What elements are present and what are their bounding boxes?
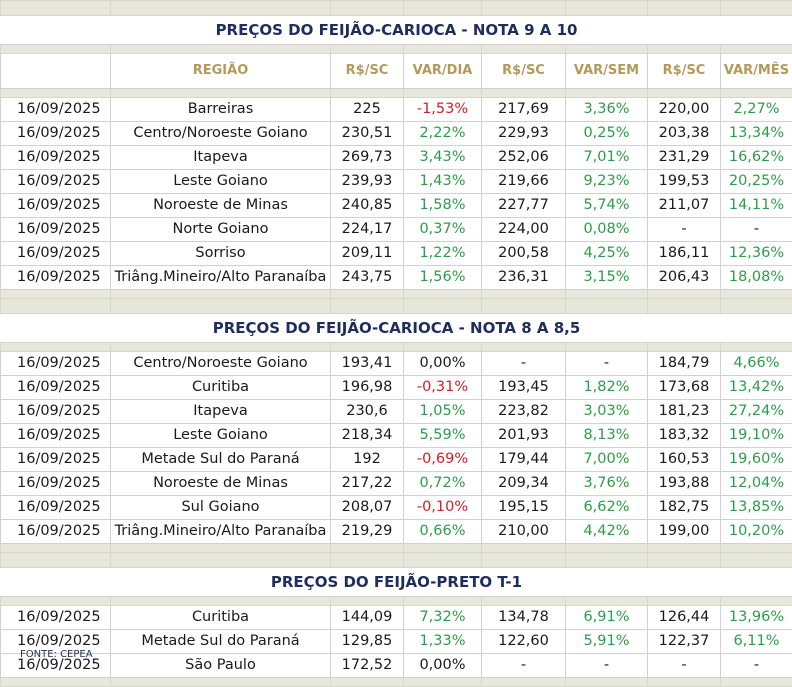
var-week-cell: 3,36% [566,98,648,122]
price-day-cell: 240,85 [331,194,404,218]
spacer-cell [404,1,482,16]
table-row [1,400,792,424]
price-month-cell: 206,43 [648,266,721,290]
var-month-cell: 14,11% [721,194,792,218]
region-cell: Triâng.Mineiro/Alto Paranaíba [111,266,331,290]
price-month-cell: 126,44 [648,606,721,630]
spacer-cell [648,343,721,352]
table-row [1,424,792,448]
var-day-cell: 1,05% [404,400,482,424]
spacer-cell [566,544,648,553]
spacer-cell [648,290,721,299]
price-week-cell: 224,00 [482,218,566,242]
region-cell: Norte Goiano [111,218,331,242]
price-week-cell: - [482,352,566,376]
var-month-cell: 13,42% [721,376,792,400]
price-month-cell: 193,88 [648,472,721,496]
price-month-cell: 186,11 [648,242,721,266]
var-month-cell: 12,04% [721,472,792,496]
price-month-cell: 199,00 [648,520,721,544]
price-week-cell: 236,31 [482,266,566,290]
region-cell: Itapeva [111,400,331,424]
price-month-cell: 183,32 [648,424,721,448]
spacer-cell [566,343,648,352]
price-week-cell: - [482,654,566,678]
price-month-cell: 211,07 [648,194,721,218]
var-week-cell: 6,91% [566,606,648,630]
spacer-cell [482,678,566,687]
spacer-cell [331,1,404,16]
spacer-cell [111,1,331,16]
table-row [1,194,792,218]
date-cell: 16/09/2025 [1,496,111,520]
table-row [1,146,792,170]
source-footer: FONTE: CEPEA [20,649,93,660]
spacer-cell [111,290,331,299]
price-day-cell: 219,29 [331,520,404,544]
header-row [1,54,792,89]
spacer-cell [331,299,404,314]
spacer-cell [566,299,648,314]
var-day-cell: 3,43% [404,146,482,170]
spacer-cell [721,89,792,98]
spacer-cell [111,299,331,314]
price-month-cell: 160,53 [648,448,721,472]
spacer-cell [721,678,792,687]
region-cell: Metade Sul do Paraná [111,630,331,654]
table-row [1,496,792,520]
var-week-cell: 5,74% [566,194,648,218]
price-month-cell: - [648,218,721,242]
price-week-cell: 229,93 [482,122,566,146]
region-cell: Noroeste de Minas [111,472,331,496]
table-row [1,472,792,496]
var-day-cell: -0,10% [404,496,482,520]
price-day-cell: 243,75 [331,266,404,290]
price-month-cell: 220,00 [648,98,721,122]
table-row [1,654,792,678]
spacer-cell [482,597,566,606]
var-day-cell: 1,22% [404,242,482,266]
table-row [1,352,792,376]
spacer-cell [1,544,111,553]
section-title: PREÇOS DO FEIJÃO-CARIOCA - NOTA 9 A 10 [1,16,792,45]
spacer-cell [566,553,648,568]
region-cell: Sul Goiano [111,496,331,520]
spacer-cell [648,597,721,606]
table-row [1,98,792,122]
var-week-cell: 6,62% [566,496,648,520]
region-cell: Triâng.Mineiro/Alto Paranaíba [111,520,331,544]
spacer-cell [648,89,721,98]
spacer-cell [1,597,111,606]
table-row [1,520,792,544]
spacer-cell [404,299,482,314]
date-cell: 16/09/2025 [1,218,111,242]
spacer-cell [404,597,482,606]
price-day-cell: 218,34 [331,424,404,448]
price-month-cell: 203,38 [648,122,721,146]
region-cell: Metade Sul do Paraná [111,448,331,472]
header-blank [1,54,111,89]
price-day-cell: 217,22 [331,472,404,496]
spacer-cell [111,343,331,352]
region-cell: Barreiras [111,98,331,122]
var-month-cell: 20,25% [721,170,792,194]
spacer-cell [648,45,721,54]
region-cell: Curitiba [111,376,331,400]
spacer-cell [331,45,404,54]
spacer-cell [111,89,331,98]
spacer-cell [482,553,566,568]
spacer-cell [404,544,482,553]
spacer-cell [1,343,111,352]
spacer-cell [331,290,404,299]
var-month-cell: 19,60% [721,448,792,472]
date-cell: 16/09/2025 [1,606,111,630]
date-cell: 16/09/2025 [1,98,111,122]
spacer-cell [566,89,648,98]
price-week-cell: 219,66 [482,170,566,194]
var-day-cell: 1,58% [404,194,482,218]
var-month-cell: - [721,654,792,678]
price-month-cell: 181,23 [648,400,721,424]
var-month-cell: 10,20% [721,520,792,544]
spacer-cell [404,45,482,54]
date-cell: 16/09/2025 [1,170,111,194]
spacer-cell [648,678,721,687]
var-day-cell: -0,69% [404,448,482,472]
spacer-cell [111,678,331,687]
var-day-cell: 7,32% [404,606,482,630]
date-cell: 16/09/2025 [1,400,111,424]
price-day-cell: 269,73 [331,146,404,170]
var-week-cell: - [566,654,648,678]
price-day-cell: 225 [331,98,404,122]
spacer-row [1,597,792,606]
spacer-row [1,678,792,687]
date-cell: 16/09/2025 [1,424,111,448]
region-cell: Centro/Noroeste Goiano [111,122,331,146]
date-cell: 16/09/2025 [1,122,111,146]
var-week-cell: - [566,352,648,376]
spacer-row [1,290,792,299]
spacer-row [1,553,792,568]
var-day-cell: 1,33% [404,630,482,654]
price-table-body [1,1,792,687]
spacer-cell [566,45,648,54]
price-week-cell: 179,44 [482,448,566,472]
spacer-cell [111,544,331,553]
spacer-cell [721,597,792,606]
spacer-cell [404,290,482,299]
var-week-cell: 3,15% [566,266,648,290]
spacer-cell [1,89,111,98]
table-row [1,266,792,290]
var-month-cell: - [721,218,792,242]
price-month-cell: 231,29 [648,146,721,170]
var-week-cell: 0,25% [566,122,648,146]
var-month-cell: 13,85% [721,496,792,520]
price-day-cell: 193,41 [331,352,404,376]
price-day-cell: 239,93 [331,170,404,194]
var-week-cell: 7,00% [566,448,648,472]
spacer-cell [721,45,792,54]
spacer-cell [331,343,404,352]
price-week-cell: 210,00 [482,520,566,544]
var-month-cell: 13,96% [721,606,792,630]
var-week-cell: 3,76% [566,472,648,496]
date-cell: 16/09/2025 [1,194,111,218]
region-cell: São Paulo [111,654,331,678]
column-header: VAR/SEM [566,54,648,89]
var-week-cell: 0,08% [566,218,648,242]
date-cell: 16/09/2025 [1,630,111,654]
var-month-cell: 6,11% [721,630,792,654]
date-cell: 16/09/2025 [1,352,111,376]
spacer-cell [721,299,792,314]
region-cell: Leste Goiano [111,424,331,448]
spacer-cell [1,1,111,16]
spacer-row [1,89,792,98]
var-month-cell: 19,10% [721,424,792,448]
spacer-cell [482,343,566,352]
spacer-cell [566,597,648,606]
price-week-cell: 200,58 [482,242,566,266]
spacer-cell [331,678,404,687]
spacer-cell [1,45,111,54]
spacer-cell [721,553,792,568]
table-row [1,630,792,654]
price-week-cell: 201,93 [482,424,566,448]
price-week-cell: 134,78 [482,606,566,630]
spacer-cell [721,1,792,16]
spacer-cell [111,597,331,606]
price-month-cell: 184,79 [648,352,721,376]
spacer-cell [111,45,331,54]
var-month-cell: 4,66% [721,352,792,376]
region-cell: Leste Goiano [111,170,331,194]
spacer-row [1,299,792,314]
var-week-cell: 4,25% [566,242,648,266]
column-header: VAR/DIA [404,54,482,89]
section-title-row [1,568,792,597]
spacer-cell [482,1,566,16]
var-day-cell: 0,66% [404,520,482,544]
var-month-cell: 27,24% [721,400,792,424]
spacer-cell [566,290,648,299]
section-title-row [1,16,792,45]
spacer-cell [331,553,404,568]
date-cell: 16/09/2025 [1,242,111,266]
var-day-cell: 0,37% [404,218,482,242]
var-week-cell: 4,42% [566,520,648,544]
var-week-cell: 5,91% [566,630,648,654]
var-week-cell: 3,03% [566,400,648,424]
region-cell: Itapeva [111,146,331,170]
var-day-cell: -1,53% [404,98,482,122]
var-week-cell: 1,82% [566,376,648,400]
date-cell: 16/09/2025 [1,520,111,544]
spacer-cell [404,343,482,352]
table-row [1,218,792,242]
date-cell: 16/09/2025 [1,146,111,170]
spacer-row [1,544,792,553]
var-month-cell: 13,34% [721,122,792,146]
spacer-cell [404,89,482,98]
spacer-cell [482,45,566,54]
column-header: R$/SC [648,54,721,89]
date-cell: 16/09/2025 [1,654,111,678]
spacer-cell [1,290,111,299]
region-cell: Centro/Noroeste Goiano [111,352,331,376]
price-month-cell: 182,75 [648,496,721,520]
table-row [1,376,792,400]
price-day-cell: 172,52 [331,654,404,678]
var-week-cell: 9,23% [566,170,648,194]
var-month-cell: 12,36% [721,242,792,266]
spacer-cell [331,544,404,553]
price-day-cell: 196,98 [331,376,404,400]
table-row [1,122,792,146]
price-week-cell: 217,69 [482,98,566,122]
price-day-cell: 209,11 [331,242,404,266]
spacer-cell [648,544,721,553]
price-week-cell: 252,06 [482,146,566,170]
column-header: REGIÃO [111,54,331,89]
date-cell: 16/09/2025 [1,376,111,400]
date-cell: 16/09/2025 [1,448,111,472]
price-week-cell: 193,45 [482,376,566,400]
spacer-cell [566,1,648,16]
spacer-cell [1,553,111,568]
spacer-cell [404,553,482,568]
spacer-cell [111,553,331,568]
var-day-cell: 0,00% [404,352,482,376]
section-title: PREÇOS DO FEIJÃO-CARIOCA - NOTA 8 A 8,5 [1,314,792,343]
section-title-row [1,314,792,343]
price-week-cell: 195,15 [482,496,566,520]
spacer-cell [482,299,566,314]
spacer-cell [648,1,721,16]
table-row [1,448,792,472]
var-week-cell: 7,01% [566,146,648,170]
var-month-cell: 18,08% [721,266,792,290]
spacer-cell [566,678,648,687]
date-cell: 16/09/2025 [1,472,111,496]
price-week-cell: 227,77 [482,194,566,218]
column-header: R$/SC [482,54,566,89]
var-day-cell: -0,31% [404,376,482,400]
spacer-cell [482,290,566,299]
table-row [1,606,792,630]
region-cell: Sorriso [111,242,331,266]
spacer-row [1,1,792,16]
spacer-cell [648,299,721,314]
date-cell: 16/09/2025 [1,266,111,290]
price-month-cell: 122,37 [648,630,721,654]
var-week-cell: 8,13% [566,424,648,448]
table-row [1,242,792,266]
var-day-cell: 2,22% [404,122,482,146]
price-week-cell: 122,60 [482,630,566,654]
spacer-cell [1,299,111,314]
var-day-cell: 5,59% [404,424,482,448]
spacer-cell [404,678,482,687]
spacer-cell [331,89,404,98]
var-day-cell: 0,00% [404,654,482,678]
spacer-cell [482,89,566,98]
region-cell: Noroeste de Minas [111,194,331,218]
spacer-cell [721,290,792,299]
region-cell: Curitiba [111,606,331,630]
price-month-cell: 173,68 [648,376,721,400]
price-week-cell: 209,34 [482,472,566,496]
var-day-cell: 1,56% [404,266,482,290]
spacer-cell [1,678,111,687]
price-day-cell: 192 [331,448,404,472]
spacer-cell [721,544,792,553]
var-day-cell: 0,72% [404,472,482,496]
price-day-cell: 230,6 [331,400,404,424]
price-week-cell: 223,82 [482,400,566,424]
price-month-cell: 199,53 [648,170,721,194]
spacer-cell [648,553,721,568]
price-day-cell: 144,09 [331,606,404,630]
table-row [1,170,792,194]
var-month-cell: 16,62% [721,146,792,170]
price-day-cell: 230,51 [331,122,404,146]
price-day-cell: 129,85 [331,630,404,654]
spacer-cell [331,597,404,606]
spacer-row [1,343,792,352]
var-month-cell: 2,27% [721,98,792,122]
spacer-cell [482,544,566,553]
price-month-cell: - [648,654,721,678]
price-day-cell: 208,07 [331,496,404,520]
section-title: PREÇOS DO FEIJÃO-PRETO T-1 [1,568,792,597]
column-header: VAR/MÊS [721,54,792,89]
price-day-cell: 224,17 [331,218,404,242]
spacer-cell [721,343,792,352]
spacer-row [1,45,792,54]
column-header: R$/SC [331,54,404,89]
var-day-cell: 1,43% [404,170,482,194]
